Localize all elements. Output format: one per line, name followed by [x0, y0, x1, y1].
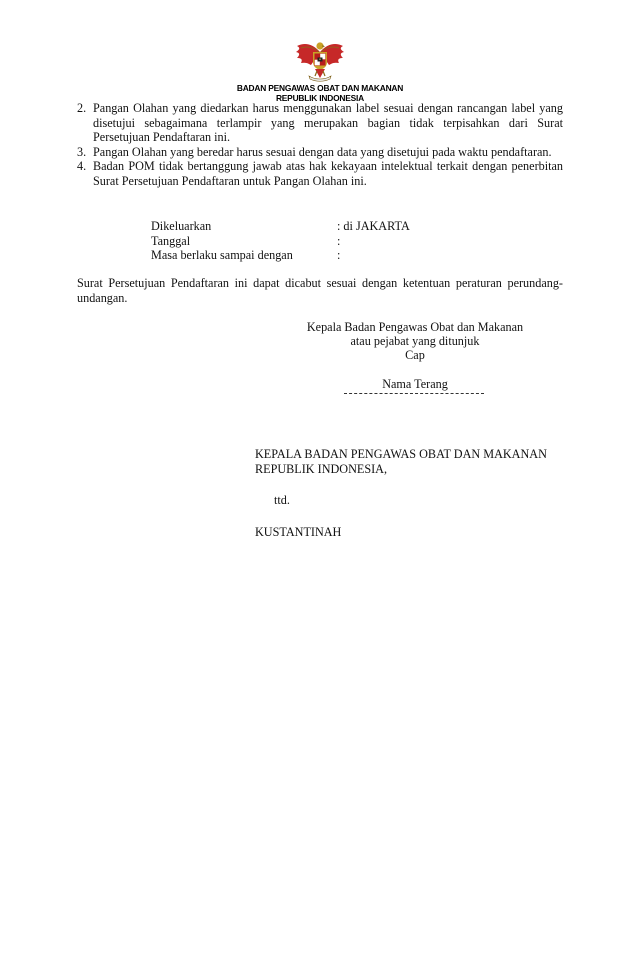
- garuda-emblem-icon: [293, 38, 347, 84]
- list-item-text: Pangan Olahan yang diedarkan harus menggunakan label sesuai dengan rancangan label yang disetujui sebagaimana terlampir yang merupakan bagian tidak terpisahkan dari Surat Persetujuan Pendaftaran ini.: [93, 101, 563, 145]
- revocation-note: Surat Persetujuan Pendaftaran ini dapat dicabut sesuai dengan ketentuan peraturan perundang-undangan.: [77, 276, 563, 305]
- name-label: Nama Terang: [382, 376, 448, 391]
- date-label: Tanggal: [151, 233, 191, 248]
- conditions-list: [77, 101, 563, 189]
- list-item-number: 3.: [77, 144, 87, 159]
- valid-until-label: Masa berlaku sampai dengan: [151, 248, 293, 263]
- list-item-text: Badan POM tidak bertanggung jawab atas hak kekayaan intelektual terkait dengan penerbitan Surat Persetujuan Pendaftaran untuk Pangan Olahan ini.: [93, 159, 563, 188]
- issued-label: Dikeluarkan: [151, 219, 212, 233]
- list-item-number: 2.: [77, 101, 87, 115]
- signatory-title: Kepala Badan Pengawas Obat dan Makanan: [306, 320, 524, 334]
- issued-row: [151, 219, 410, 234]
- list-item: [77, 101, 563, 145]
- list-item: [77, 159, 563, 188]
- official-country: REPUBLIK INDONESIA,: [255, 461, 388, 476]
- valid-until-row: [151, 248, 410, 263]
- official-name: KUSTANTINAH: [255, 524, 342, 539]
- date-row: [151, 234, 410, 249]
- date-value: :: [337, 233, 341, 248]
- signatory-alternate: atau pejabat yang ditunjuk: [350, 334, 480, 349]
- agency-country: REPUBLIK INDONESIA: [275, 93, 365, 103]
- signed-mark: ttd.: [274, 493, 290, 508]
- list-item: [77, 145, 563, 160]
- signature-block: [290, 320, 540, 391]
- issuance-details: [151, 219, 410, 263]
- official-title: KEPALA BADAN PENGAWAS OBAT DAN MAKANAN: [255, 447, 547, 461]
- list-item-number: 4.: [77, 159, 87, 174]
- official-signature: [255, 447, 547, 539]
- valid-until-value: :: [337, 248, 341, 263]
- agency-name: BADAN PENGAWAS OBAT DAN MAKANAN: [236, 83, 404, 93]
- signature-line: [344, 393, 484, 394]
- issued-value: : di JAKARTA: [337, 219, 410, 233]
- list-item-text: Pangan Olahan yang beredar harus sesuai dengan data yang disetujui pada waktu pendaftaran.: [93, 144, 552, 159]
- stamp-label: Cap: [405, 348, 425, 363]
